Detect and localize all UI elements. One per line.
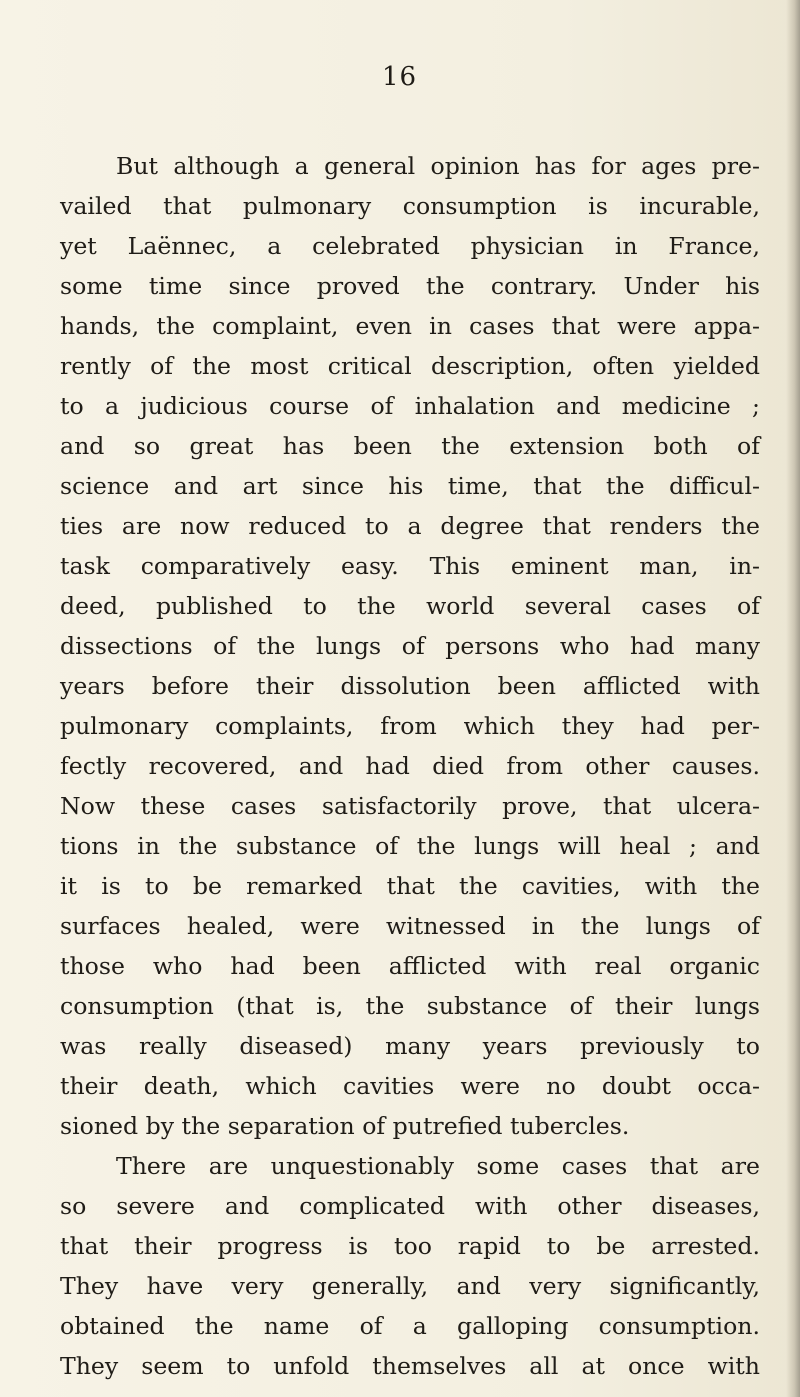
- text-line: But although a general opinion has for ages pre-: [116, 152, 760, 180]
- page-edge-shadow: [786, 0, 800, 1397]
- text-line: hands, the complaint, even in cases that were appa-: [60, 312, 760, 340]
- text-line: pulmonary complaints, from which they had per-: [60, 712, 760, 740]
- text-line: They seem to unfold themselves all at once with: [60, 1352, 760, 1380]
- text-line: fectly recovered, and had died from other causes.: [60, 752, 760, 780]
- text-line: that their progress is too rapid to be arrested.: [60, 1232, 760, 1260]
- text-line: their death, which cavities were no doubt occa-: [60, 1072, 760, 1100]
- text-line: tions in the substance of the lungs will heal ; and: [60, 832, 760, 860]
- text-line: vailed that pulmonary consumption is incurable,: [60, 192, 760, 220]
- text-line: ties are now reduced to a degree that renders the: [60, 512, 760, 540]
- text-line: consumption (that is, the substance of their lungs: [60, 992, 760, 1020]
- text-line: those who had been afflicted with real organic: [60, 952, 760, 980]
- text-line: so severe and complicated with other diseases,: [60, 1192, 760, 1220]
- text-line: to a judicious course of inhalation and medicine ;: [60, 392, 760, 420]
- text-line: some time since proved the contrary. Under his: [60, 272, 760, 300]
- text-line: task comparatively easy. This eminent man, in-: [60, 552, 760, 580]
- page-number: 16: [382, 62, 418, 92]
- text-line: obtained the name of a galloping consumption.: [60, 1312, 760, 1340]
- text-line: sioned by the separation of putrefied tubercles.: [60, 1112, 630, 1140]
- text-line: deed, published to the world several cases of: [60, 592, 760, 620]
- text-line: There are unquestionably some cases that are: [116, 1152, 760, 1180]
- text-line: and so great has been the extension both of: [60, 432, 760, 460]
- text-line: yet Laënnec, a celebrated physician in France,: [60, 232, 760, 260]
- body-text: [60, 146, 760, 1386]
- text-line: science and art since his time, that the difficul-: [60, 472, 760, 500]
- text-line: They have very generally, and very significantly,: [60, 1272, 760, 1300]
- text-line: years before their dissolution been afflicted with: [60, 672, 760, 700]
- text-line: was really diseased) many years previously to: [60, 1032, 760, 1060]
- text-line: surfaces healed, were witnessed in the lungs of: [60, 912, 760, 940]
- text-line: dissections of the lungs of persons who had many: [60, 632, 760, 660]
- text-line: rently of the most critical description, often yielded: [60, 352, 760, 380]
- text-line: it is to be remarked that the cavities, with the: [60, 872, 760, 900]
- text-line: Now these cases satisfactorily prove, that ulcera-: [60, 792, 760, 820]
